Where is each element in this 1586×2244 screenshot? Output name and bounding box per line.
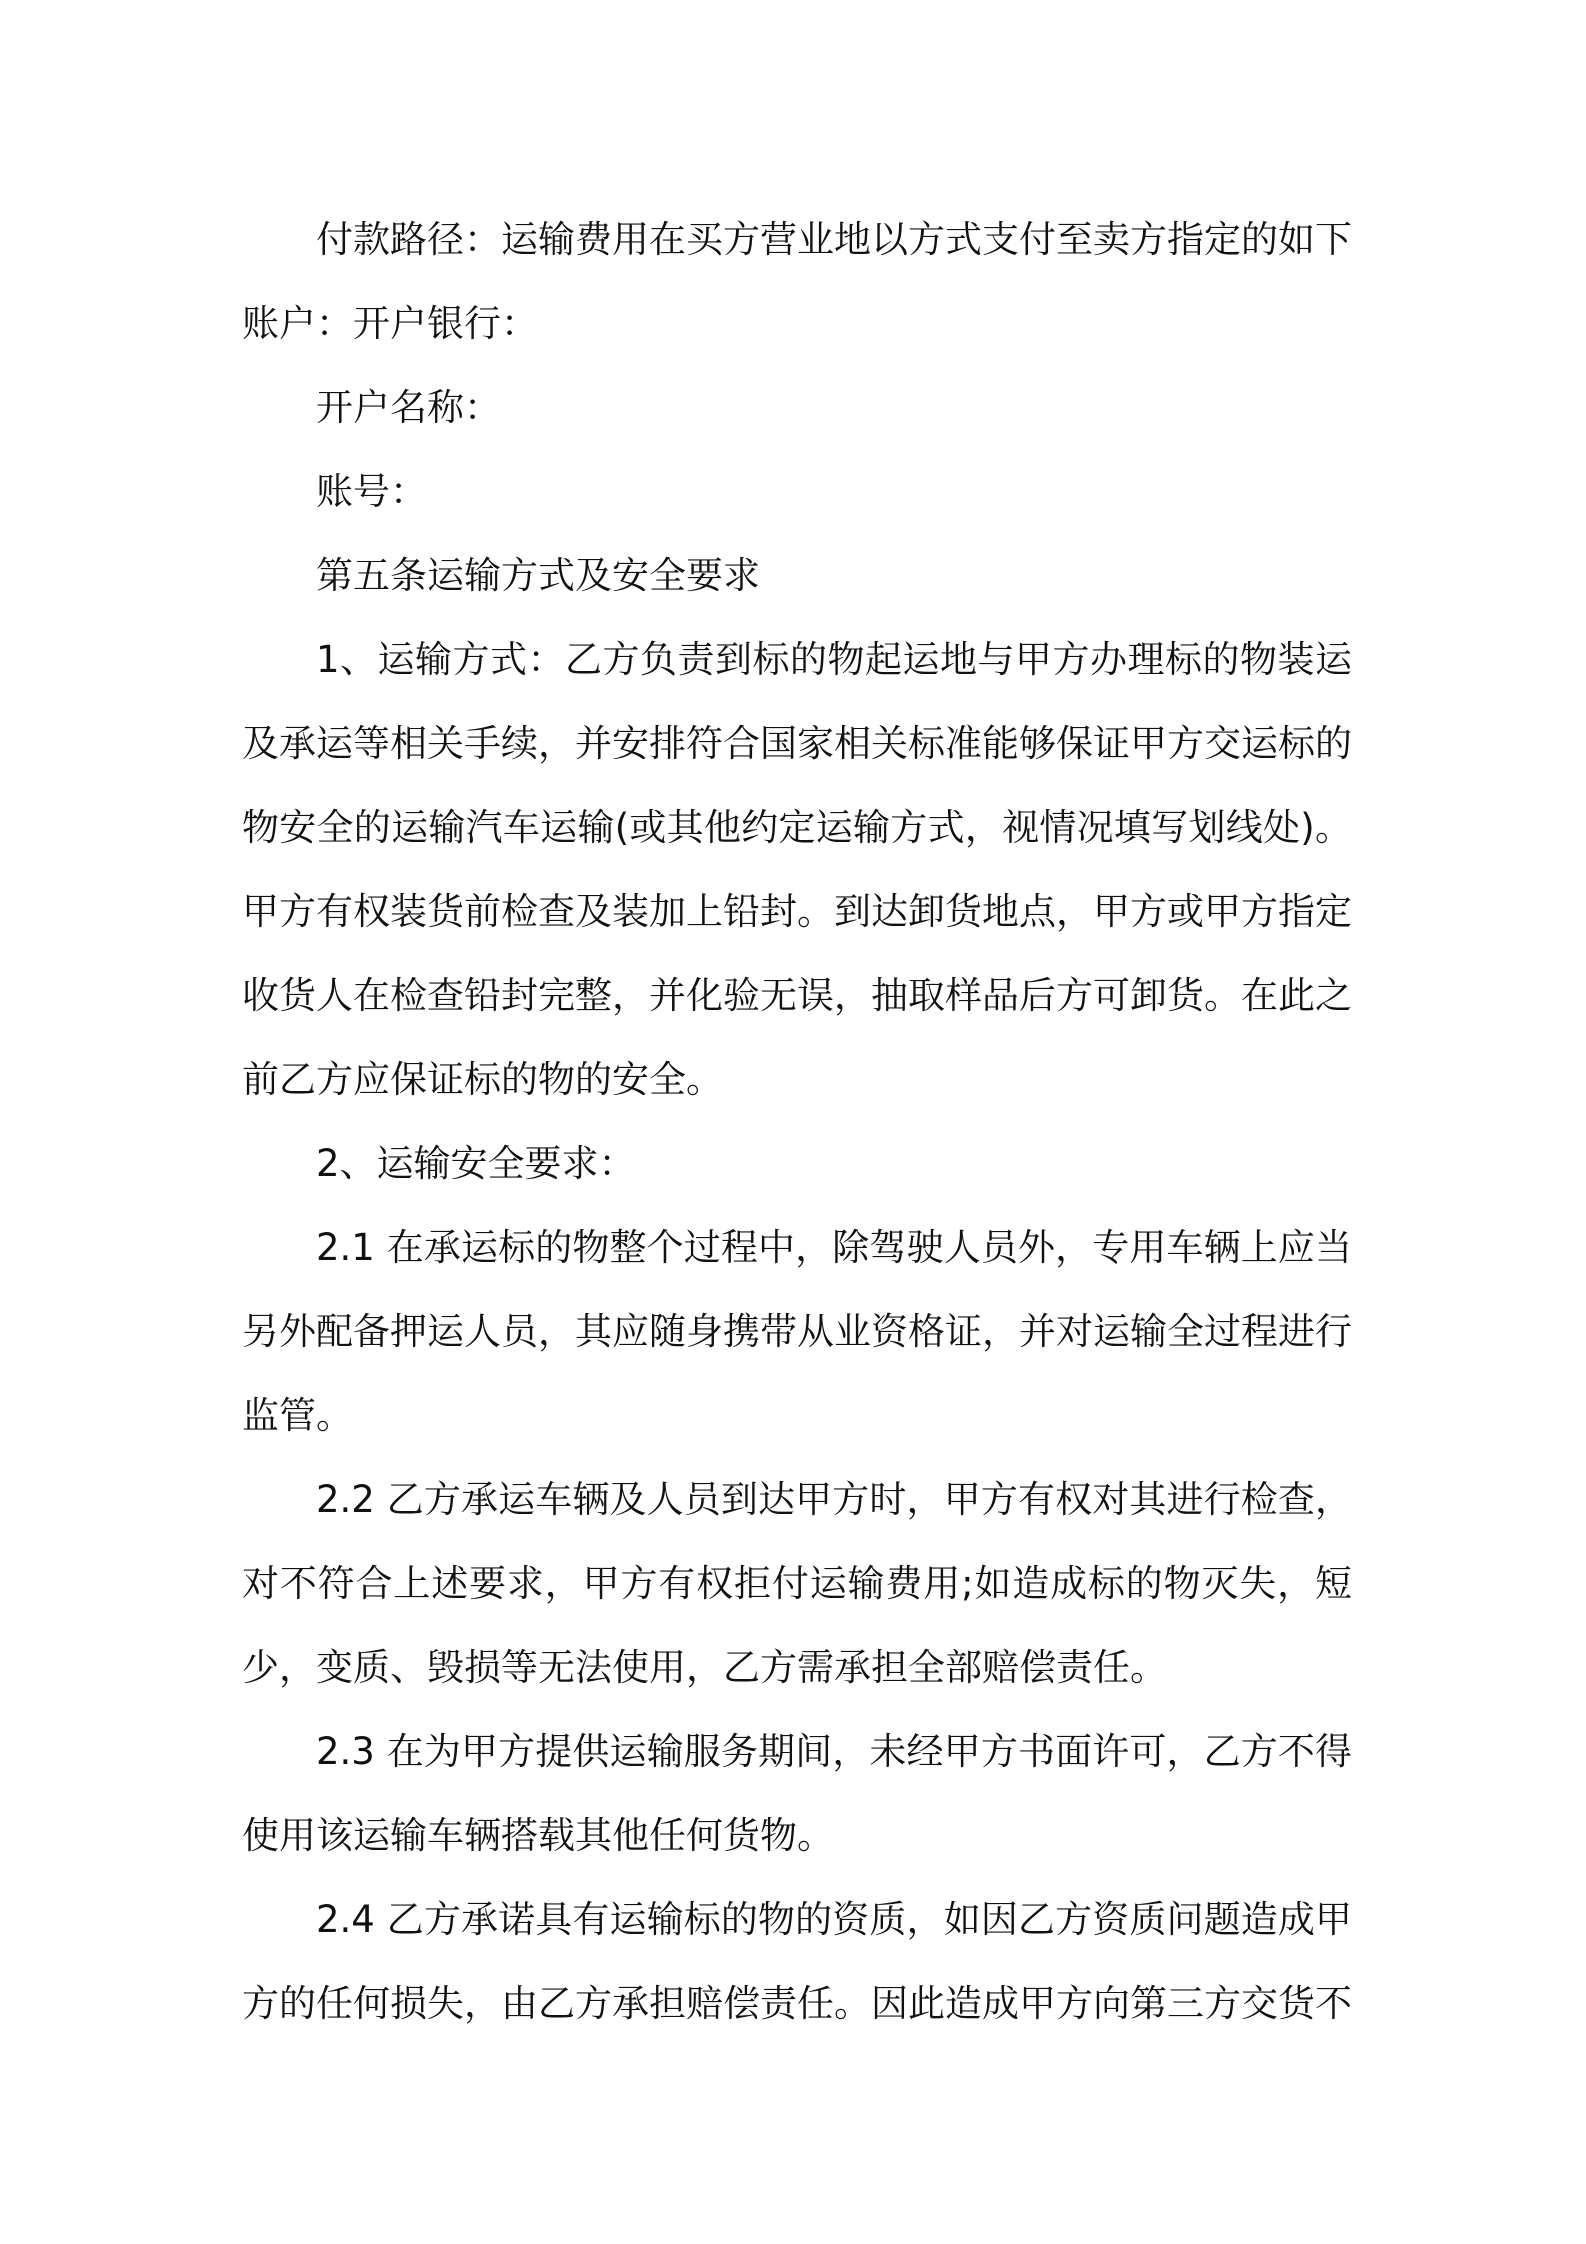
transport-method-paragraph: 1、运输方式：乙方负责到标的物起运地与甲方办理标的物装运及承运等相关手续，并安排符合国家相关标准能够保证甲方交运标的物安全的运输汽车运输(或其他约定运输方式，视情况填写划线处)。甲方有权装货前检查及装加上铅封。到达卸货地点，甲方或甲方指定收货人在检查铅封完整，并化验无误，抽取样品后方可卸货。在此之前乙方应保证标的物的安全。	[242, 638, 1352, 1101]
account-name-line: 开户名称：	[316, 386, 501, 429]
clause-2-2-paragraph: 2.2 乙方承运车辆及人员到达甲方时，甲方有权对其进行检查，对不符合上述要求，甲方有权拒付运输费用;如造成标的物灭失，短少，变质、毁损等无法使用，乙方需承担全部赔偿责任。	[242, 1478, 1352, 1689]
document-body	[242, 198, 1352, 2046]
clause-2-3-paragraph: 2.3 在为甲方提供运输服务期间，未经甲方书面许可，乙方不得使用该运输车辆搭载其他任何货物。	[242, 1730, 1352, 1857]
transport-safety-heading: 2、运输安全要求：	[316, 1142, 636, 1185]
clause-2-1-paragraph: 2.1 在承运标的物整个过程中，除驾驶人员外，专用车辆上应当另外配备押运人员，其应随身携带从业资格证，并对运输全过程进行监管。	[242, 1226, 1352, 1437]
payment-path-paragraph: 付款路径：运输费用在买方营业地以方式支付至卖方指定的如下账户：开户银行：	[242, 218, 1352, 345]
account-number-line: 账号：	[316, 470, 427, 513]
clause-2-4-paragraph: 2.4 乙方承诺具有运输标的物的资质，如因乙方资质问题造成甲方的任何损失，由乙方承担赔偿责任。因此造成甲方向第三方交货不	[242, 1898, 1352, 2025]
article-five-heading: 第五条运输方式及安全要求	[316, 554, 760, 597]
